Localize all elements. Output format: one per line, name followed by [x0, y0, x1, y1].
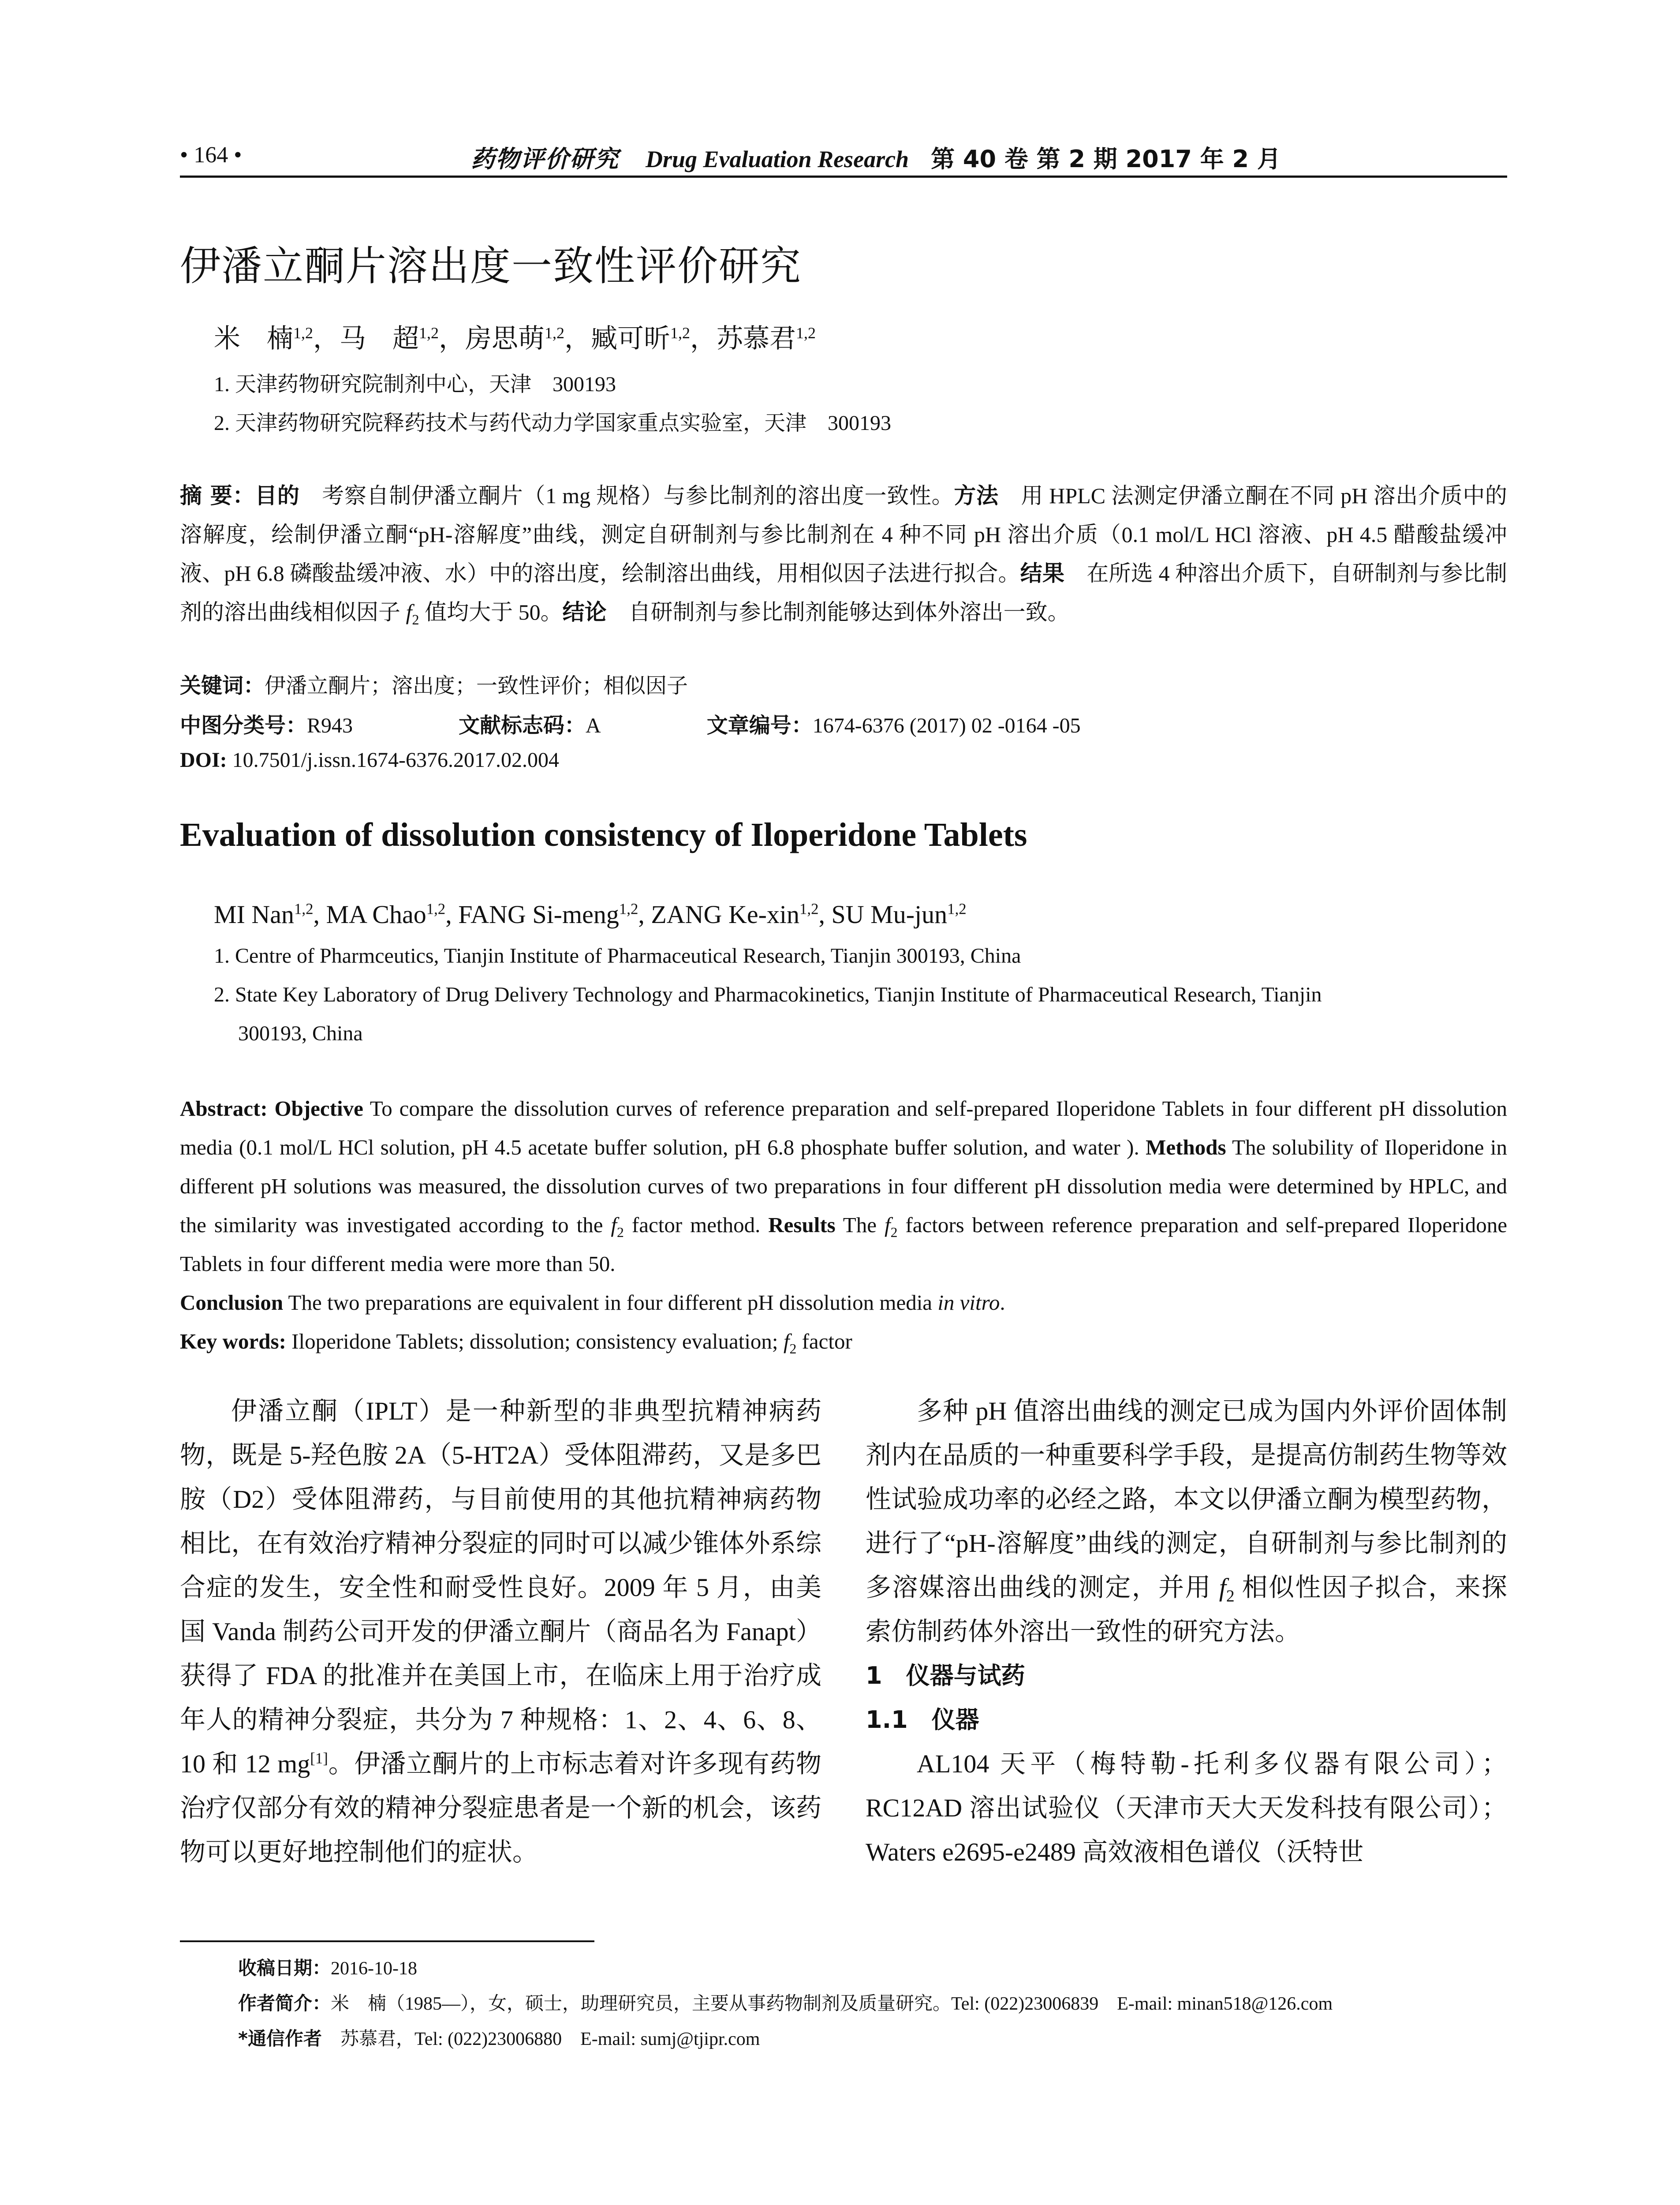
conclusion-text: 自研制剂与参比制剂能够达到体外溶出一致。	[606, 600, 1070, 624]
received-date: 2016-10-18	[331, 1958, 417, 1979]
results-text: 在所选 4 种溶出介质下，自研制剂与参比制剂的溶出曲线相似因子	[180, 561, 1508, 624]
f2-symbol: f	[783, 1329, 790, 1353]
keywords-text: 伊潘立酮片；溶出度；一致性评价；相似因子	[265, 674, 688, 698]
body-paragraph	[866, 1389, 1507, 1654]
f2-subscript: 2	[890, 1224, 898, 1240]
f2-symbol: f	[884, 1213, 891, 1237]
intro-text-end: 。伊潘立酮片的上市标志着对许多现有药物治疗仅部分有效的精神分裂症患者是一个新的机会，该药物可以更好地控制他们的症状。	[180, 1749, 821, 1866]
keywords-cn	[180, 669, 688, 699]
abstract-label: 摘 要：	[180, 483, 255, 508]
corresponding-label: *通信作者	[238, 2028, 322, 2049]
author-aff: 1,2	[947, 900, 967, 918]
journal-logo: 药物评价研究	[471, 145, 619, 173]
footnote-corresponding	[238, 2024, 760, 2051]
title-en: Evaluation of dissolution consistency of Iloperidone Tablets	[180, 816, 1027, 853]
classification-line	[180, 708, 1507, 739]
body-column-left	[180, 1389, 821, 1874]
author-cn: 房思萌	[465, 324, 545, 353]
author-en: ZANG Ke-xin	[651, 900, 800, 929]
section-heading: 1 仪器与试药	[866, 1662, 1025, 1689]
f2-subscript: 2	[412, 612, 419, 628]
methods-label-en: Methods	[1146, 1135, 1226, 1159]
f2-symbol: f	[1219, 1573, 1226, 1602]
running-header	[180, 138, 1507, 177]
received-label: 收稿日期：	[238, 1957, 331, 1979]
article-number-label: 文章编号：	[706, 713, 813, 738]
f2-subscript: 2	[617, 1224, 624, 1240]
doc-code-value: A	[586, 714, 601, 737]
keywords-label-en: Key words:	[180, 1329, 286, 1353]
author-en: FANG Si-meng	[458, 900, 619, 929]
intro-text-end: 相似性因子拟合，来探索仿制药体外溶出一致性的研究方法。	[866, 1573, 1507, 1646]
body-column-right	[866, 1389, 1507, 1874]
header-rule	[180, 176, 1507, 178]
methods-text-en: The solubility of Iloperidone in different pH solutions was measured, the dissolution curves of two preparations in four different pH dissolution media were determined by HPLC, and the similarity was investigated according to the	[180, 1135, 1508, 1237]
article-number-value: 1674-6376 (2017) 02 -0164 -05	[812, 714, 1081, 737]
doi-value: 10.7501/j.issn.1674-6376.2017.02.004	[227, 748, 560, 772]
objective-text: 考察自制伊潘立酮片（1 mg 规格）与参比制剂的溶出度一致性。	[299, 483, 954, 508]
f2-subscript: 2	[789, 1341, 797, 1357]
f2-subscript: 2	[1226, 1587, 1235, 1606]
keywords-label: 关键词：	[180, 673, 265, 698]
author-bio-text: 米 楠（1985—），女，硕士，助理研究员，主要从事药物制剂及质量研究。Tel: (022)23006839 E-mail: minan518@126.com	[331, 1994, 1333, 2014]
footnote-received	[238, 1954, 417, 1980]
body-paragraph	[180, 1389, 821, 1874]
results-text-en-end: factors between reference preparation and self-prepared Iloperidone Tablets in four different media were more than 50.	[180, 1213, 1508, 1276]
author-aff: 1,2	[619, 900, 638, 918]
conclusion-text-en: The two preparations are equivalent in four different pH dissolution media	[283, 1290, 938, 1315]
affiliation-cn-2: 2. 天津药物研究院释药技术与药代动力学国家重点实验室，天津 300193	[214, 411, 892, 435]
author-cn: 臧可昕	[591, 324, 670, 353]
conclusion-label: 结论	[562, 599, 607, 625]
abstract-cn	[180, 476, 1507, 632]
corresponding-text: 苏慕君，Tel: (022)23006880 E-mail: sumj@tjipr.com	[321, 2029, 760, 2049]
methods-label: 方法	[954, 483, 999, 508]
affiliation-en-1: 1. Centre of Pharmceutics, Tianjin Institute of Pharmaceutical Research, Tianjin 300193, China	[214, 944, 1021, 968]
author-aff: 1,2	[670, 324, 690, 342]
results-label-en: Results	[768, 1213, 836, 1237]
issue-info: 第 40 卷 第 2 期 2017 年 2 月	[931, 145, 1281, 173]
affiliation-en-2-cont: 300193, China	[238, 1022, 363, 1045]
objective-label-en: Objective	[274, 1096, 363, 1121]
clc-value: R943	[307, 714, 353, 737]
author-cn: 米 楠	[214, 324, 293, 353]
results-text-end: 值均大于 50。	[419, 600, 563, 624]
keywords-text-en: Iloperidone Tablets; dissolution; consistency evaluation;	[286, 1329, 784, 1353]
author-en: MA Chao	[326, 900, 426, 929]
author-aff: 1,2	[419, 324, 439, 342]
methods-text-en-end: factor method.	[623, 1213, 761, 1237]
author-aff: 1,2	[796, 324, 816, 342]
affiliation-cn-1: 1. 天津药物研究院制剂中心，天津 300193	[214, 373, 616, 396]
footnote-rule	[180, 1940, 594, 1942]
objective-label: 目的	[255, 483, 300, 508]
abstract-en	[180, 1089, 1507, 1361]
clc-label: 中图分类号：	[180, 713, 307, 738]
conclusion-text-en-end: .	[1000, 1290, 1005, 1315]
reference-marker: [1]	[310, 1749, 328, 1767]
title-cn: 伊潘立酮片溶出度一致性评价研究	[180, 243, 802, 290]
doi-line	[180, 748, 559, 772]
affiliation-en-2: 2. State Key Laboratory of Drug Delivery Technology and Pharmacokinetics, Tianjin Institute of Pharmaceutical Research, Tianjin	[214, 983, 1322, 1006]
author-cn: 马 超	[340, 324, 419, 353]
author-aff: 1,2	[294, 900, 314, 918]
doi-label: DOI:	[180, 748, 227, 772]
journal-banner	[471, 140, 1281, 174]
author-en: SU Mu-jun	[831, 900, 948, 929]
authors-en: MI Nan$^{1,2}$, MA Chao$^{1,2}$, FANG Si-meng$^{1,2}$, ZANG Ke-xin$^{1,2}$, SU Mu-jun$^{1,2}$	[214, 900, 967, 929]
author-aff: 1,2	[426, 900, 446, 918]
body-paragraph: AL104 天平（梅特勒-托利多仪器有限公司）；RC12AD 溶出试验仪（天津市天大天发科技有限公司）；Waters e2695-e2489 高效液相色谱仪（沃特世	[866, 1749, 1507, 1866]
objective-text-en: To compare the dissolution curves of reference preparation and self-prepared Iloperidone Tablets in four different pH dissolution media (0.1 mol/L HCl solution, pH 4.5 acetate buffer solution, pH 6.8 phosphate buffer solution, and water ).	[180, 1096, 1507, 1159]
page-number: • 164 •	[180, 142, 242, 168]
conclusion-label-en: Conclusion	[180, 1290, 284, 1315]
intro-text: 多种 pH 值溶出曲线的测定已成为国内外评价固体制剂内在品质的一种重要科学手段，是提高仿制药生物等效性试验成功率的必经之路，本文以伊潘立酮为模型药物，进行了“pH-溶解度”曲线的测定，自研制剂与参比制剂的多溶媒溶出曲线的测定，并用	[866, 1397, 1507, 1602]
in-vitro-italic: in vitro	[937, 1290, 1000, 1315]
f2-symbol: f	[406, 600, 412, 624]
subsection-heading: 1.1 仪器	[866, 1706, 979, 1734]
intro-text: 伊潘立酮（IPLT）是一种新型的非典型抗精神病药物，既是 5-羟色胺 2A（5-HT2A）受体阻滞药，又是多巴胺（D2）受体阻滞药，与目前使用的其他抗精神病药物相比，在有效治疗精神分裂症的同时可以减少锥体外系综合症的发生，安全性和耐受性良好。2009 年 5 月，由美国 Vanda 制药公司开发的伊潘立酮片（商品名为 Fanapt）获得了 FDA 的批准并在美国上市，在临床上用于治疗成年人的精神分裂症，共分为 7 种规格：1、2、4、6、8、10 和 12 mg	[180, 1397, 821, 1778]
f2-symbol: f	[611, 1213, 617, 1237]
authors-cn: 米 楠$^{1,2}$，马 超$^{1,2}$，房思萌$^{1,2}$，臧可昕$^{1,2}$，苏慕君$^{1,2}$	[214, 324, 816, 353]
keywords-text-en-end: factor	[796, 1329, 852, 1353]
methods-text: 用 HPLC 法测定伊潘立酮在不同 pH 溶出介质中的溶解度，绘制伊潘立酮“pH-溶解度”曲线，测定自研制剂与参比制剂在 4 种不同 pH 溶出介质（0.1 mol/L HCl 溶液、pH 4.5 醋酸盐缓冲液、pH 6.8 磷酸盐缓冲液、水）中的溶出度，绘制溶出曲线，用相似因子法进行拟合。	[180, 483, 1508, 586]
author-cn: 苏慕君	[717, 324, 796, 353]
journal-name-en: Drug Evaluation Research	[646, 146, 909, 172]
author-bio-label: 作者简介：	[238, 1992, 331, 2014]
author-aff: 1,2	[799, 900, 819, 918]
doc-code-label: 文献标志码：	[459, 713, 586, 738]
author-en: MI Nan	[214, 900, 295, 929]
footnote-author-bio	[238, 1989, 1333, 2015]
author-aff: 1,2	[293, 324, 313, 342]
abstract-label-en: Abstract:	[180, 1096, 268, 1121]
author-aff: 1,2	[545, 324, 564, 342]
results-label: 结果	[1020, 561, 1065, 586]
results-text-en: The	[835, 1213, 885, 1237]
